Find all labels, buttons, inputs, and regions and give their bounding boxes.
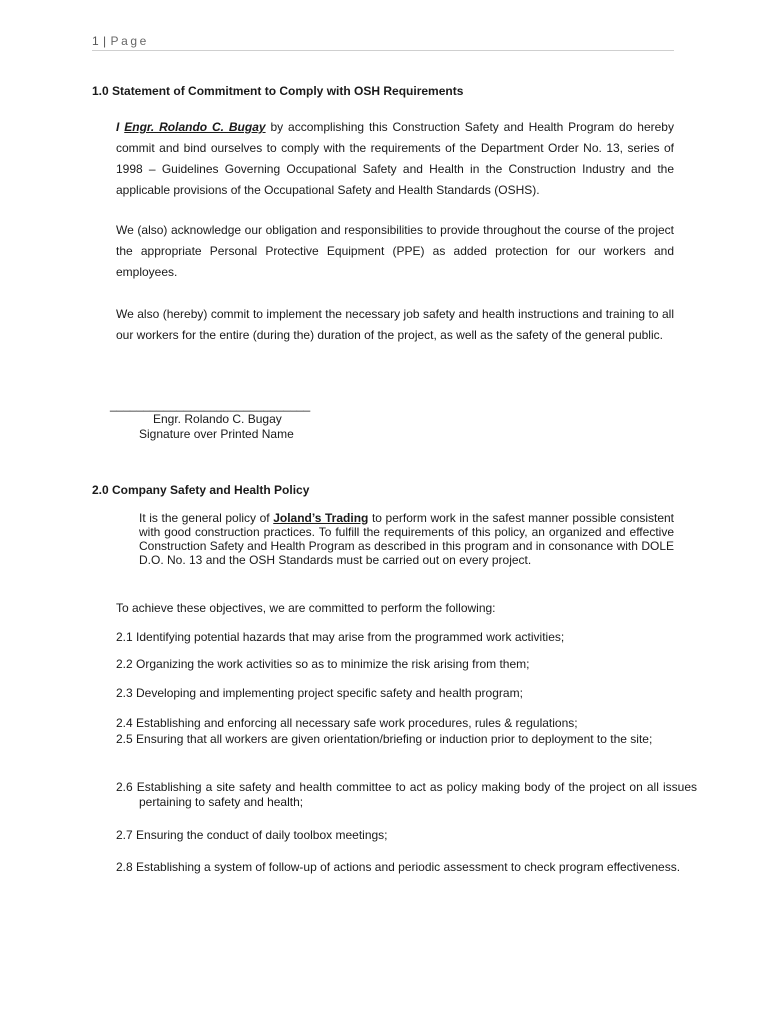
list-item: 2.4 Establishing and enforcing all necessary safe work procedures, rules & regulations; — [116, 716, 578, 730]
signature-caption: Signature over Printed Name — [139, 427, 294, 441]
list-item: 2.3 Developing and implementing project specific safety and health program; — [116, 686, 523, 700]
signature-name: Engr. Rolando C. Bugay — [153, 412, 282, 426]
list-item: 2.1 Identifying potential hazards that may arise from the programmed work activities; — [116, 630, 565, 644]
page-header — [92, 34, 674, 51]
page-label: Page — [110, 34, 149, 48]
commitment-paragraph-3: We also (hereby) commit to implement the necessary job safety and health instructions and training to all our workers for the entire (during the) duration of the project, as well as the safety of the general public. — [116, 307, 674, 342]
commitment-text: by accomplishing this Construction Safety and Health Program do hereby commit and bind ourselves to comply with the requirements of the Department Order No. 13, series of 1998 – Guidelines Governing Occupational Safety and Health in the Construction Industry and the applicable provisions of the Occupational Safety and Health Standards (OSHS). — [116, 120, 674, 197]
commitment-paragraph-2: We (also) acknowledge our obligation and responsibilities to provide throughout the course of the project the appropriate Personal Protective Equipment (PPE) as added protection for our workers and employees. — [116, 223, 674, 279]
policy-paragraph — [139, 511, 674, 567]
list-item: 2.6 Establishing a site safety and health committee to act as policy making body of the project on all issues pertaining to safety and health; — [116, 780, 697, 809]
page-number: 1 — [92, 34, 100, 48]
list-item: 2.5 Ensuring that all workers are given orientation/briefing or induction prior to deployment to the site; — [116, 732, 653, 746]
commitment-lead: I — [116, 120, 120, 134]
commitment-name: Engr. Rolando C. Bugay — [124, 120, 266, 134]
list-item: 2.7 Ensuring the conduct of daily toolbox meetings; — [116, 828, 388, 842]
list-item: 2.8 Establishing a system of follow-up of actions and periodic assessment to check program effectiveness. — [116, 860, 681, 874]
objectives-intro: To achieve these objectives, we are committed to perform the following: — [116, 601, 496, 615]
section-2-heading: 2.0 Company Safety and Health Policy — [92, 483, 310, 497]
company-name: Joland’s Trading — [273, 511, 369, 525]
page-separator: | — [103, 34, 107, 48]
policy-lead: It is the general policy of — [139, 511, 270, 525]
section-1-heading: 1.0 Statement of Commitment to Comply with OSH Requirements — [92, 84, 464, 98]
commitment-paragraph-1 — [116, 117, 674, 201]
list-item: 2.2 Organizing the work activities so as to minimize the risk arising from them; — [116, 657, 530, 671]
signature-line: ______________________________ — [110, 398, 311, 412]
policy-text: to perform work in the safest manner possible consistent with good construction practices. To fulfill the requirements of this policy, an organized and effective Construction Safety and Health Program as described in this program and in consonance with DOLE D.O. No. 13 and the OSH Standards must be carried out on every project. — [139, 511, 675, 567]
